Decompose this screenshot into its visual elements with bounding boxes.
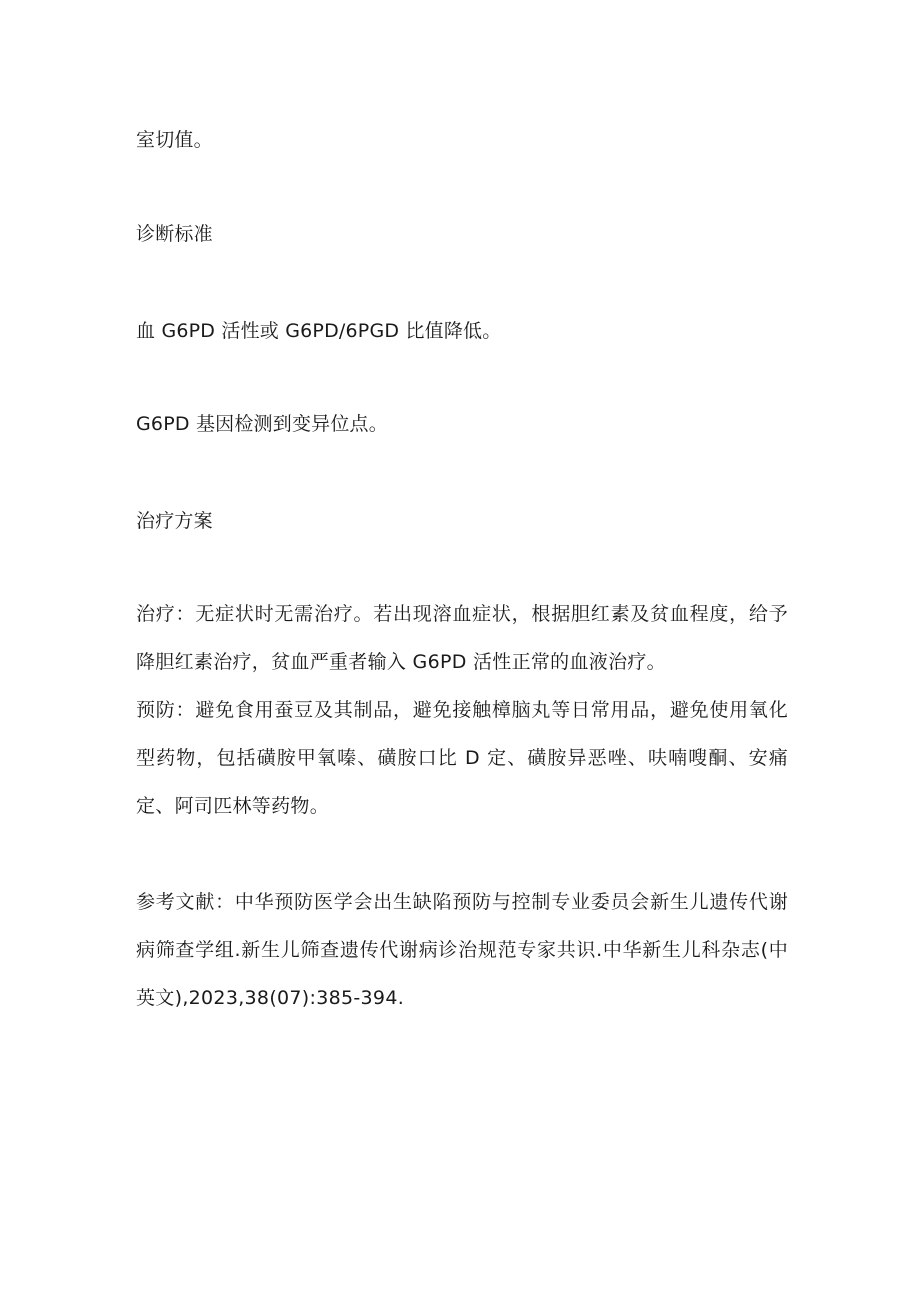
diagnosis-item: G6PD 基因检测到变异位点。 [136, 413, 388, 435]
diagnosis-heading: 诊断标准 [136, 223, 213, 245]
diagnosis-item: 血 G6PD 活性或 G6PD/6PGD 比值降低。 [136, 320, 502, 342]
intro-tail-text: 室切值。 [136, 129, 213, 151]
treatment-heading: 治疗方案 [136, 510, 213, 532]
treatment-paragraph: 治疗：无症状时无需治疗。若出现溶血症状，根据胆红素及贫血程度，给予降胆红素治疗，贫血严重者输入 G6PD 活性正常的血液治疗。 [136, 603, 788, 673]
prevention-paragraph: 预防：避免食用蚕豆及其制品，避免接触樟脑丸等日常用品，避免使用氧化型药物，包括磺胺甲氧嗪、磺胺口比 D 定、磺胺异恶唑、呋喃嗖酮、安痛定、阿司匹林等药物。 [136, 699, 788, 817]
reference-paragraph: 参考文献：中华预防医学会出生缺陷预防与控制专业委员会新生儿遗传代谢病筛查学组.新生儿筛查遗传代谢病诊治规范专家共识.中华新生儿科杂志(中英文),2023,38(07):385-394. [136, 891, 788, 1009]
